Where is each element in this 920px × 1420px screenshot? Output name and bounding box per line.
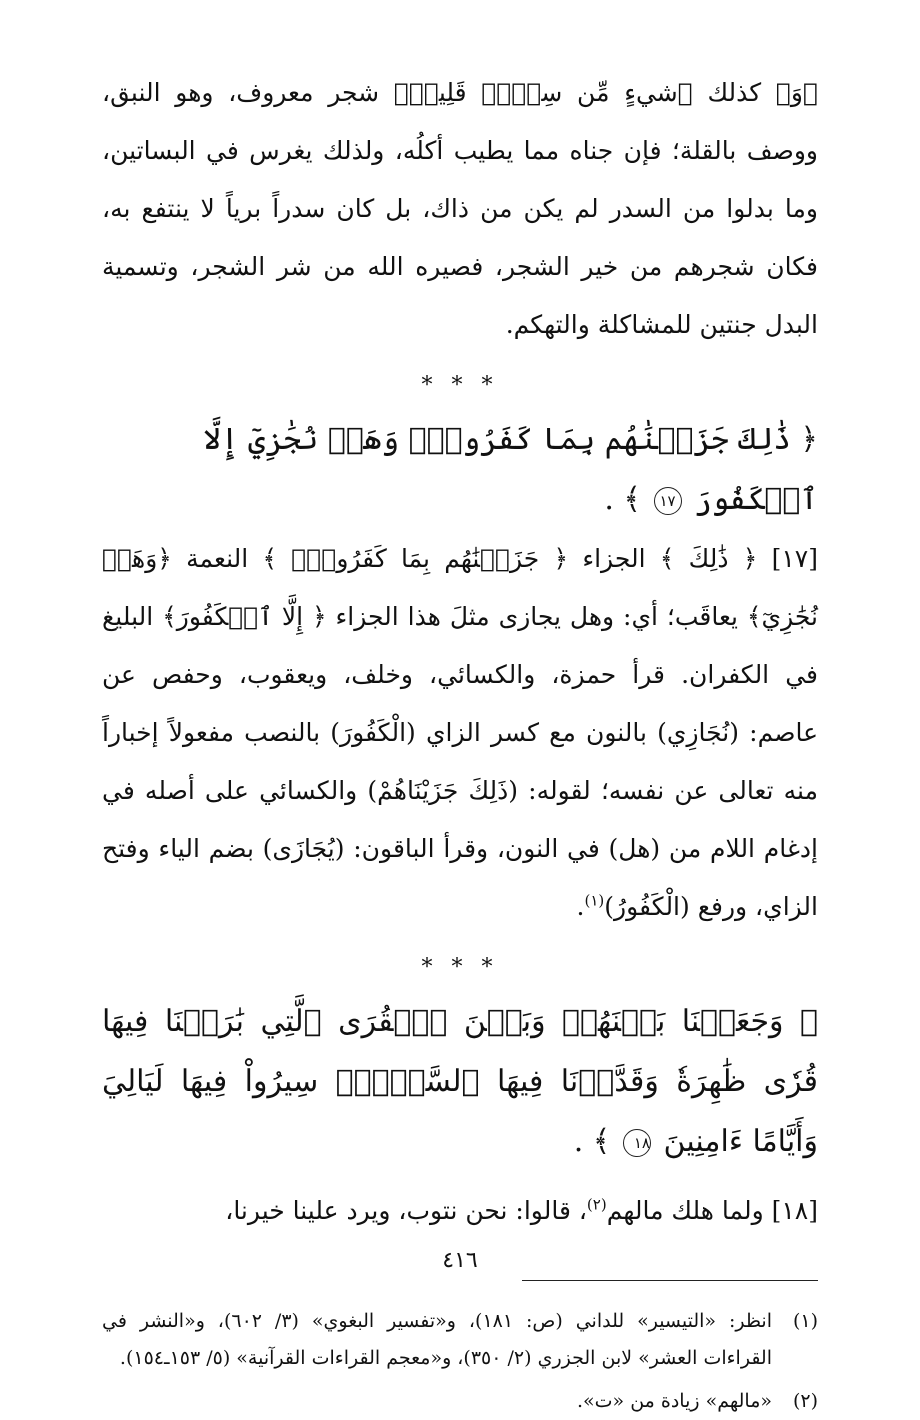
verse-17-text: ﴿ ذَٰلِكَ جَزَيۡنَٰهُم بِمَا كَفَرُواْۖ وَهَلۡ نُجَٰزِيٓ إِلَّا ٱلۡكَفُورَ (203, 422, 818, 517)
section-separator-stars: * * * (421, 373, 499, 398)
footnote-1-text: انظر: «التيسير» للداني (ص: ١٨١)، و«تفسير البغوي» (٣/ ٦٠٢)، و«النشر في القراءات العشر» لابن الجزري (٢/ ٣٥٠)، و«معجم القراءات القرآنية» (٥/ ١٥٣ـ١٥٤). (102, 1310, 772, 1369)
paragraph-3-end: ، قالوا: نحن نتوب، ويرد علينا خيرنا، (225, 1196, 587, 1225)
paragraph-2-end: . (576, 892, 585, 921)
footnote-2-number: (٢) (792, 1390, 818, 1412)
commentary-paragraph-1: ﴿وَ﴾ كذلك ﴿شيءٍ مِّن سِدۡرٖ قَلِيلٖ﴾ شجر معروف، وهو النبق، ووصف بالقلة؛ فإن جناه مما يطيب أكلُه، ولذلك يغرس في البساتين، وما بدلوا من السدر لم يكن من ذاك، بل كان سدراً برياً لا ينتفع به، فكان شجرهم من خير الشجر، فصيره الله من شر الشجر، وتسمية البدل جنتين للمشاكلة والتهكم. (102, 78, 818, 339)
ayah-number-18: ١٨ (623, 1129, 651, 1157)
footnote-ref-1[interactable]: (١) (584, 891, 605, 910)
footnote-2 (102, 1383, 818, 1420)
commentary-paragraph-3 (102, 1182, 818, 1240)
commentary-paragraph-2 (102, 530, 818, 936)
footnote-2-text: «مالهم» زيادة من «ت». (576, 1390, 772, 1412)
footnote-1-number: (١) (792, 1310, 818, 1332)
paragraph-2-text: [١٧] ﴿ ذَٰلِكَ ﴾ الجزاء ﴿ جَزَيۡنَٰهُم بِمَا كَفَرُواْۖ ﴾ النعمة ﴿وَهَلۡ نُجَٰزِيٓ﴾ يعاقَب؛ أي: وهل يجازى مثلَ هذا الجزاء ﴿ إِلَّا ٱلۡكَفُورَ﴾ البليغ في الكفران. قرأ حمزة، والكسائي، وخلف، ويعقوب، وحفص عن عاصم: (نُجَازِي) بالنون مع كسر الزاي (الْكَفُورَ) بالنصب مفعولاً إخباراً منه تعالى عن نفسه؛ لقوله: (ذَلِكَ جَزَيْنَاهُمْ) والكسائي على أصله في إدغام اللام من (هل) في النون، وقرأ الباقون: (يُجَازَى) بضم الياء وفتح الزاي، ورفع (الْكَفُورُ) (102, 544, 818, 921)
footnote-ref-2[interactable]: (٢) (586, 1195, 607, 1214)
verse-17-close: ﴾ . (604, 482, 641, 517)
footnote-1 (102, 1303, 818, 1377)
quran-verse-18 (102, 992, 818, 1172)
footnote-separator-line (522, 1280, 818, 1281)
page-number: ٤١٦ (442, 1248, 478, 1273)
verse-18-text: ﴿ وَجَعَلۡنَا بَيۡنَهُمۡ وَبَيۡنَ ٱلۡقُرَى ٱلَّتِي بَٰرَكۡنَا فِيهَا قُرٗى ظَٰهِرَةٗ وَقَدَّرۡنَا فِيهَا ٱلسَّيۡرَۖ سِيرُواْ فِيهَا لَيَالِيَ وَأَيَّامًا ءَامِنِينَ (102, 1004, 818, 1159)
paragraph-3-text: [١٨] ولما هلك مالهم (606, 1196, 818, 1225)
section-separator-stars-2: * * * (421, 955, 499, 980)
quran-verse-17 (102, 410, 818, 530)
verse-18-close: ﴾ . (573, 1124, 611, 1159)
ayah-number-17: ١٧ (654, 487, 682, 515)
